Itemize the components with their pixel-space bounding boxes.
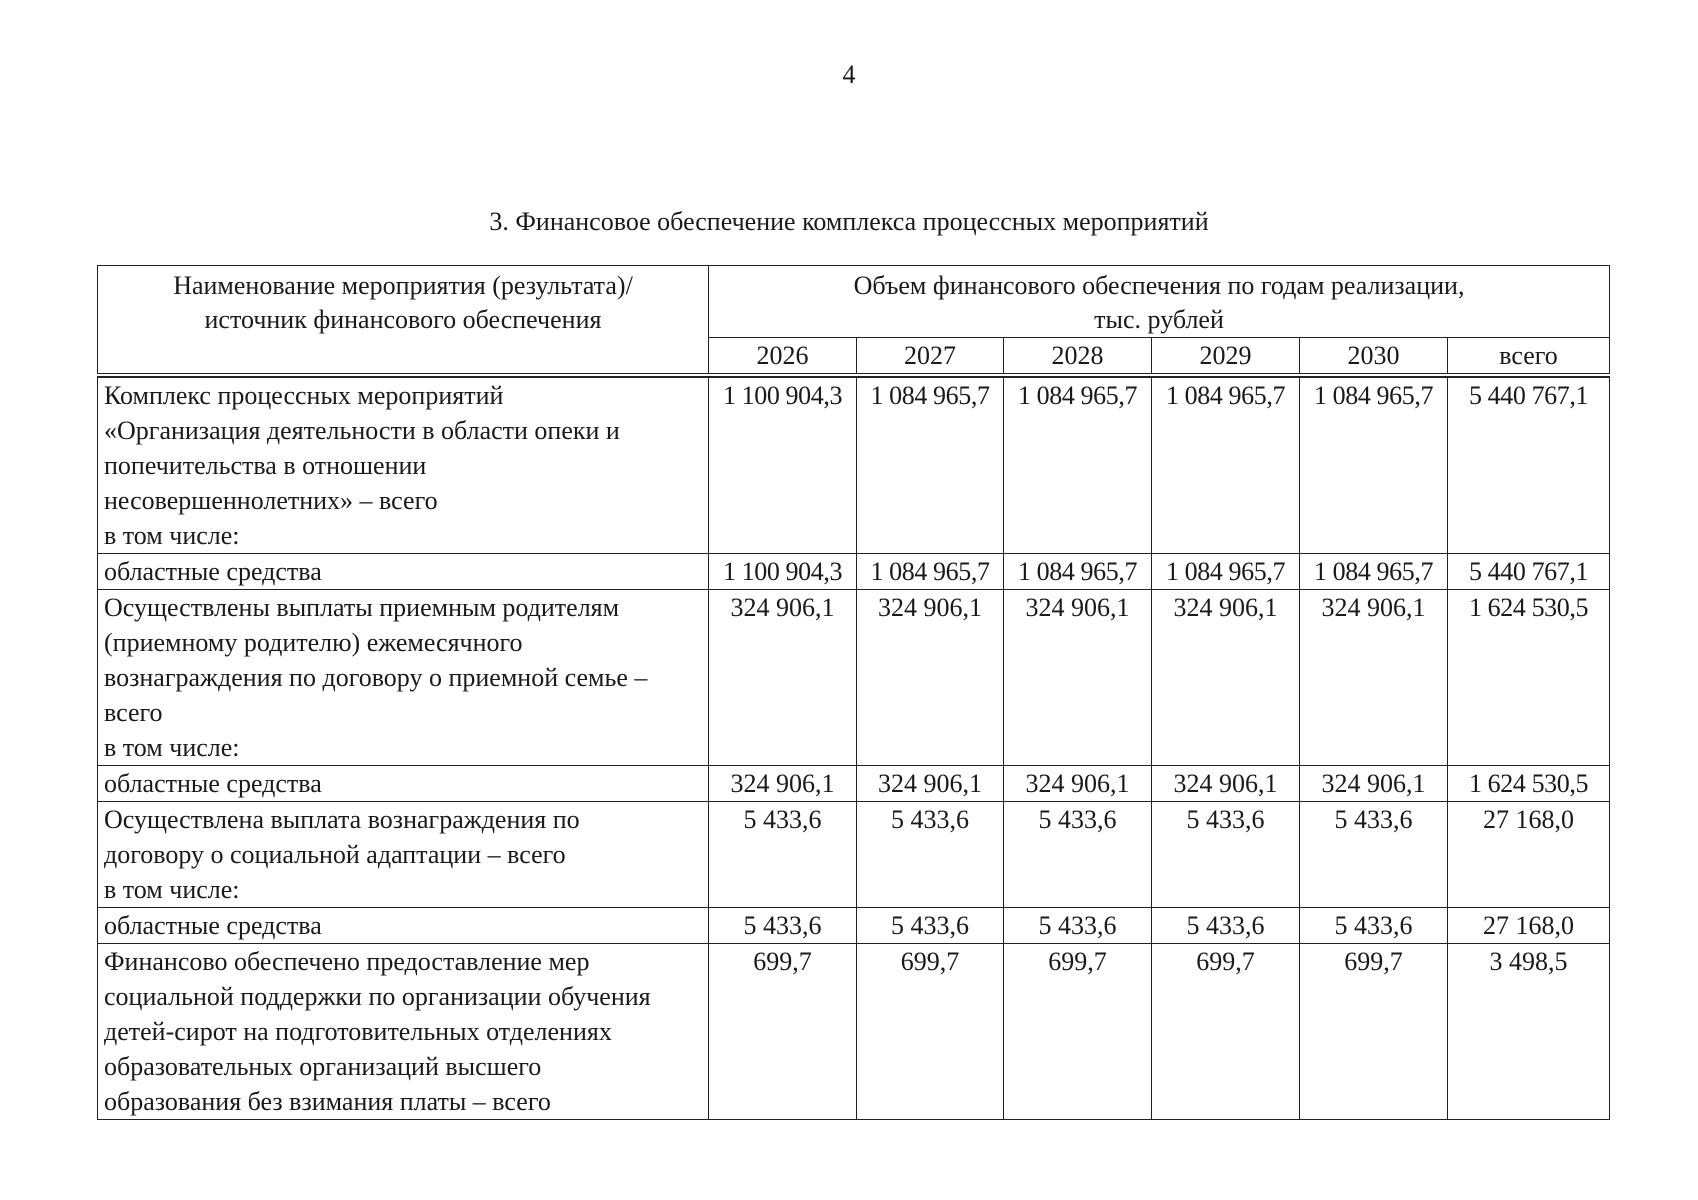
value-cell: 1 084 965,7 <box>1004 554 1152 590</box>
value-cell-total: 27 168,0 <box>1448 908 1610 944</box>
header-year: 2030 <box>1300 338 1448 376</box>
value-cell: 1 084 965,7 <box>1300 378 1448 554</box>
value-cell: 324 906,1 <box>857 766 1004 802</box>
value-cell: 324 906,1 <box>1004 590 1152 766</box>
value-cell: 699,7 <box>1004 944 1152 1120</box>
value-cell-total: 5 440 767,1 <box>1448 378 1610 554</box>
row-name-line: образования без взимания платы – всего <box>104 1087 551 1116</box>
value-cell: 324 906,1 <box>1152 590 1300 766</box>
financing-table <box>97 265 1610 1120</box>
value-cell: 699,7 <box>1152 944 1300 1120</box>
header-name-cell <box>98 266 709 376</box>
value-cell: 5 433,6 <box>709 908 857 944</box>
header-volume-cell <box>709 266 1610 338</box>
header-total: всего <box>1448 338 1610 376</box>
value-cell: 1 084 965,7 <box>1152 554 1300 590</box>
header-name-line: Наименование мероприятия (результата)/ <box>173 271 633 300</box>
header-name-line: источник финансового обеспечения <box>204 305 602 334</box>
row-name-line: Осуществлены выплаты приемным родителям <box>104 593 620 622</box>
value-cell: 1 084 965,7 <box>1004 378 1152 554</box>
row-name-line: вознаграждения по договору о приемной семье – <box>104 663 648 692</box>
row-name-line: областные средства <box>104 911 322 940</box>
row-name-line: детей-сирот на подготовительных отделениях <box>104 1017 612 1046</box>
header-year: 2026 <box>709 338 857 376</box>
row-name-cell <box>98 590 709 766</box>
header-row-1 <box>98 266 1610 338</box>
section-title: 3. Финансовое обеспечение комплекса процессных мероприятий <box>489 207 1209 236</box>
row-name-line: Осуществлена выплата вознаграждения по <box>104 805 580 834</box>
row-name-line: (приемному родителю) ежемесячного <box>104 628 523 657</box>
value-cell: 5 433,6 <box>1004 802 1152 908</box>
table-row <box>98 802 1610 908</box>
value-cell-total: 1 624 530,5 <box>1448 590 1610 766</box>
value-cell-total: 5 440 767,1 <box>1448 554 1610 590</box>
value-cell: 324 906,1 <box>1300 766 1448 802</box>
header-year: 2027 <box>857 338 1004 376</box>
value-cell: 1 084 965,7 <box>857 378 1004 554</box>
value-cell: 5 433,6 <box>1152 802 1300 908</box>
value-cell: 5 433,6 <box>1152 908 1300 944</box>
table-row <box>98 944 1610 1120</box>
value-cell: 324 906,1 <box>709 590 857 766</box>
value-cell-total: 27 168,0 <box>1448 802 1610 908</box>
row-name-line: договору о социальной адаптации – всего <box>104 840 566 869</box>
value-cell: 324 906,1 <box>1152 766 1300 802</box>
row-name-cell <box>98 378 709 554</box>
row-name-cell <box>98 766 709 802</box>
value-cell: 5 433,6 <box>1004 908 1152 944</box>
row-name-line: попечительства в отношении <box>104 451 427 480</box>
value-cell: 1 100 904,3 <box>709 554 857 590</box>
header-volume-line: тыс. рублей <box>1094 305 1224 334</box>
table-row <box>98 554 1610 590</box>
table-row <box>98 590 1610 766</box>
row-name-cell <box>98 802 709 908</box>
table-row <box>98 378 1610 554</box>
row-name-line: «Организация деятельности в области опеки и <box>104 416 620 445</box>
row-name-line: в том числе: <box>104 521 240 550</box>
table-row <box>98 766 1610 802</box>
value-cell: 324 906,1 <box>1004 766 1152 802</box>
row-name-line: всего <box>104 698 163 727</box>
row-name-line: Финансово обеспечено предоставление мер <box>104 947 590 976</box>
value-cell: 5 433,6 <box>1300 908 1448 944</box>
row-name-line: Комплекс процессных мероприятий <box>104 381 504 410</box>
row-name-line: в том числе: <box>104 733 240 762</box>
value-cell: 699,7 <box>709 944 857 1120</box>
row-name-line: областные средства <box>104 769 322 798</box>
row-name-line: социальной поддержки по организации обучения <box>104 982 651 1011</box>
row-name-cell <box>98 908 709 944</box>
value-cell-total: 1 624 530,5 <box>1448 766 1610 802</box>
value-cell-total: 3 498,5 <box>1448 944 1610 1120</box>
row-name-line: областные средства <box>104 557 322 586</box>
row-name-line: несовершеннолетних» – всего <box>104 486 438 515</box>
table-row <box>98 908 1610 944</box>
value-cell: 699,7 <box>857 944 1004 1120</box>
row-name-cell <box>98 554 709 590</box>
row-name-line: образовательных организаций высшего <box>104 1052 542 1081</box>
value-cell: 1 100 904,3 <box>709 378 857 554</box>
value-cell: 324 906,1 <box>1300 590 1448 766</box>
value-cell: 5 433,6 <box>857 908 1004 944</box>
row-name-line: в том числе: <box>104 875 240 904</box>
value-cell: 5 433,6 <box>857 802 1004 908</box>
header-year: 2029 <box>1152 338 1300 376</box>
page-number: 4 <box>842 60 856 89</box>
value-cell: 1 084 965,7 <box>857 554 1004 590</box>
value-cell: 1 084 965,7 <box>1300 554 1448 590</box>
header-year: 2028 <box>1004 338 1152 376</box>
value-cell: 324 906,1 <box>709 766 857 802</box>
row-name-cell <box>98 944 709 1120</box>
value-cell: 5 433,6 <box>709 802 857 908</box>
value-cell: 5 433,6 <box>1300 802 1448 908</box>
value-cell: 324 906,1 <box>857 590 1004 766</box>
value-cell: 699,7 <box>1300 944 1448 1120</box>
header-volume-line: Объем финансового обеспечения по годам реализации, <box>853 271 1465 300</box>
value-cell: 1 084 965,7 <box>1152 378 1300 554</box>
